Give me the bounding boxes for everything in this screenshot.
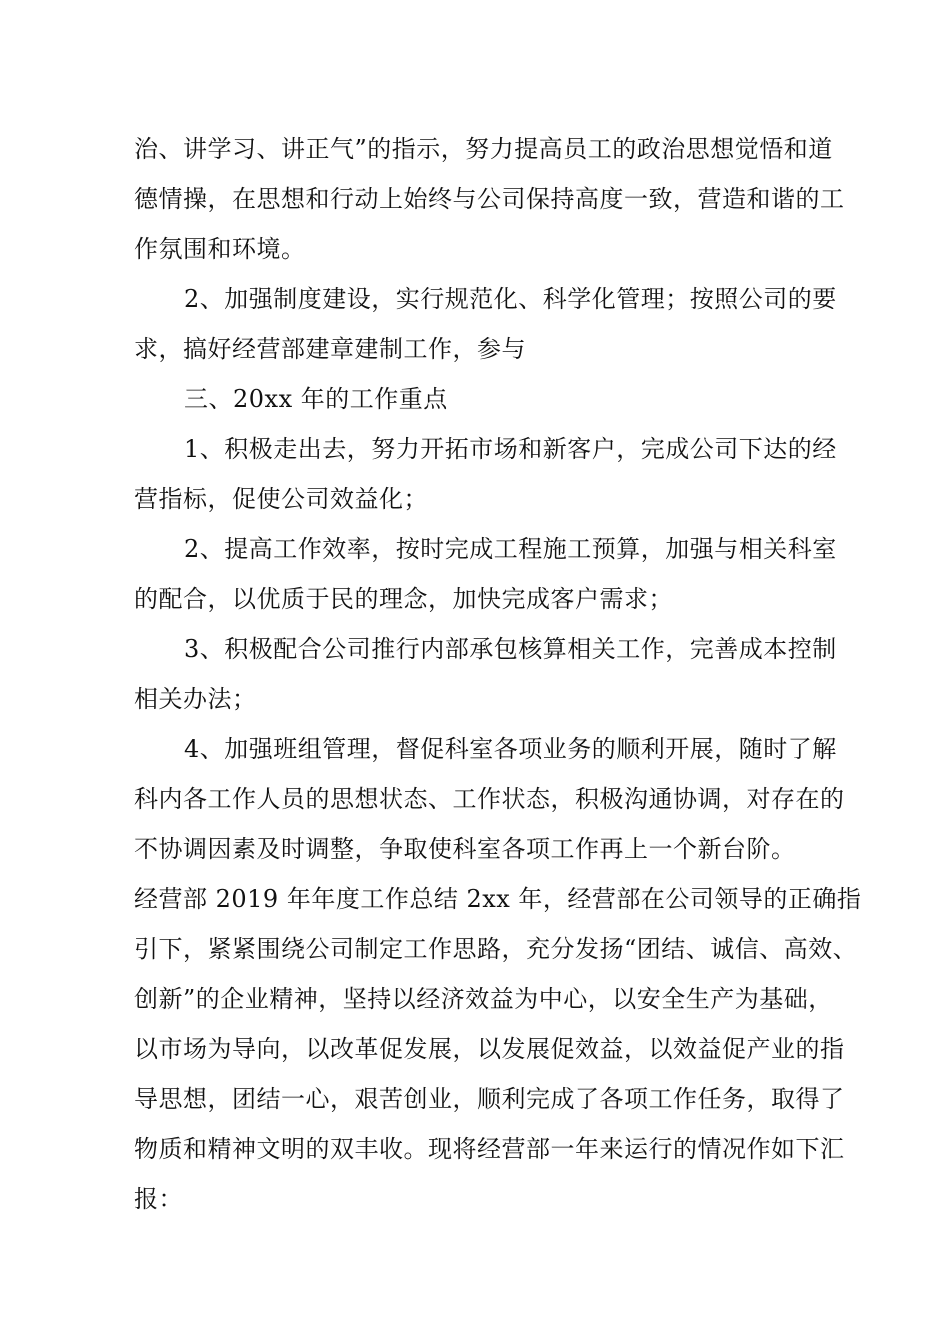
text-line: 相关办法； bbox=[134, 685, 257, 713]
text-line: 的配合，以优质于民的理念，加快完成客户需求； bbox=[134, 585, 673, 613]
text-line: 创新”的企业精神，坚持以经济效益为中心，以安全生产为基础， bbox=[134, 985, 833, 1013]
section-heading-work-focus bbox=[134, 374, 834, 424]
text-line: 科内各工作人员的思想状态、工作状态，积极沟通协调，对存在的 bbox=[134, 785, 845, 813]
paragraph-focus-item-3 bbox=[134, 624, 837, 724]
text-line: 三、20xx 年的工作重点 bbox=[184, 385, 448, 413]
text-line: 经营部 2019 年年度工作总结 2xx 年，经营部在公司领导的正确指 bbox=[134, 885, 862, 913]
text-line: 4、加强班组管理，督促科室各项业务的顺利开展，随时了解 bbox=[184, 735, 837, 763]
text-line: 以市场为导向，以改革促发展，以发展促效益，以效益促产业的指 bbox=[134, 1035, 845, 1063]
text-line: 3、积极配合公司推行内部承包核算相关工作，完善成本控制 bbox=[184, 635, 837, 663]
text-line: 求，搞好经营部建章建制工作，参与 bbox=[134, 335, 526, 363]
text-line: 2、加强制度建设，实行规范化、科学化管理；按照公司的要 bbox=[184, 285, 837, 313]
text-line: 营指标，促使公司效益化； bbox=[134, 485, 428, 513]
paragraph-focus-item-2 bbox=[134, 524, 837, 624]
paragraph-item-2-system-building bbox=[134, 274, 837, 374]
text-line: 德情操，在思想和行动上始终与公司保持高度一致，营造和谐的工 bbox=[134, 185, 845, 213]
text-line: 1、积极走出去，努力开拓市场和新客户，完成公司下达的经 bbox=[184, 435, 837, 463]
text-line: 报： bbox=[134, 1185, 183, 1213]
paragraph-political-awareness bbox=[134, 124, 845, 274]
text-line: 引下，紧紧围绕公司制定工作思路，充分发扬“团结、诚信、高效、 bbox=[134, 935, 858, 963]
paragraph-focus-item-4 bbox=[134, 724, 845, 874]
text-line: 物质和精神文明的双丰收。现将经营部一年来运行的情况作如下汇 bbox=[134, 1135, 845, 1163]
text-line: 导思想，团结一心，艰苦创业，顺利完成了各项工作任务，取得了 bbox=[134, 1085, 845, 1113]
text-line: 作氛围和环境。 bbox=[134, 235, 306, 263]
text-line: 治、讲学习、讲正气”的指示，努力提高员工的政治思想觉悟和道 bbox=[134, 135, 833, 163]
text-line: 2、提高工作效率，按时完成工程施工预算，加强与相关科室 bbox=[184, 535, 837, 563]
paragraph-annual-summary bbox=[134, 874, 862, 1224]
text-line: 不协调因素及时调整，争取使科室各项工作再上一个新台阶。 bbox=[134, 835, 796, 863]
paragraph-focus-item-1 bbox=[134, 424, 837, 524]
